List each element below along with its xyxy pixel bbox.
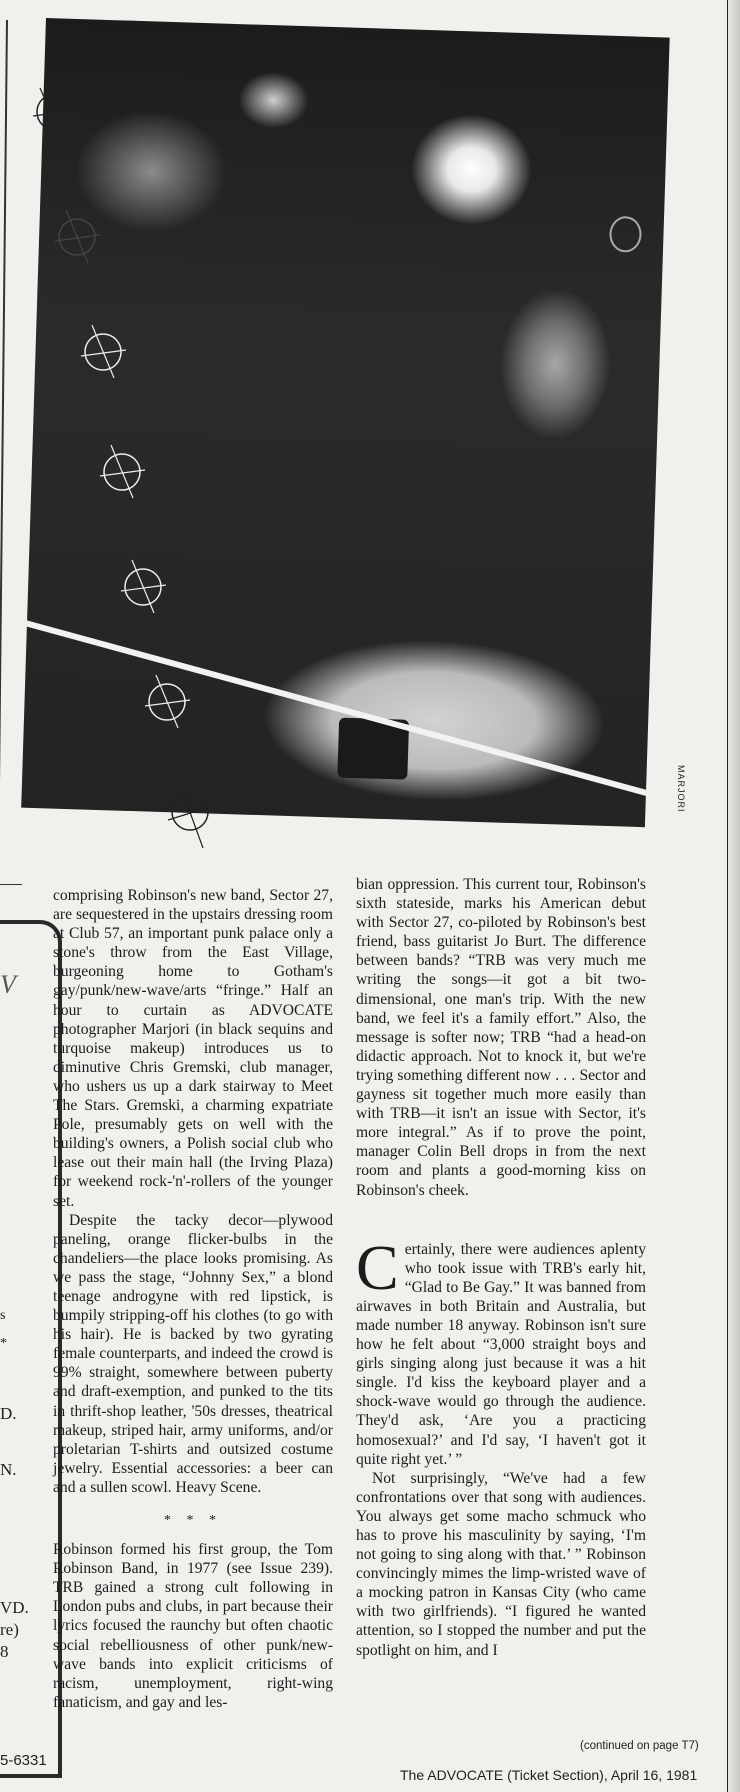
article-paragraph: Despite the tacky decor—plywood paneling, orange flicker-bulbs in the chandeliers—the place looks promising. As we pass the stage, “Johnny Sex,” a blond teenage androgyne with red lipstick, is bumpily stripping-off his clothes (to go with his hair). He is backed by two gyrating female counterparts, and indeed the crowd is 99% straight, somewhere between puberty and draft-exemption, and punked to the tits in thrift-shop leather, '50s dresses, theatrical makeup, striped hair, army uniforms, and/or proletarian T-shirts and outsized costume jewelry. Essential accessories: a beer can and a sullen scowl. Heavy Scene. (53, 1211, 333, 1496)
page-footer: The ADVOCATE (Ticket Section), April 16, 1981 (400, 1767, 698, 1783)
article-paragraph: comprising Robinson's new band, Sector 27, are sequestered in the upstairs dressing room at Club 57, an important punk palace only a stone's throw from the East Village, burgeoning home to Gotham's gay/punk/new-wave/arts “fringe.” Half an hour to curtain as ADVOCATE photographer Marjori (in black sequins and turquoise makeup) introduces us to diminutive Chris Gremski, club manager, who ushers us up a dark stairway to Meet The Stars. Gremski, a charming expatriate Pole, presumably gets on well with the building's owners, a Polish social club who lease out their main hall (the Irving Plaza) for weekend rock-'n'-rollers of the younger set. (53, 887, 333, 1210)
sidebar-fragment-vd: VD. (0, 1598, 29, 1617)
page-edge (727, 0, 740, 1792)
sidebar-divider (0, 884, 22, 885)
sidebar-fragment-star: * (0, 1336, 7, 1351)
photo-credit: MARJORI (676, 765, 686, 813)
concert-photo (21, 18, 670, 827)
article-column-2 (356, 875, 646, 1660)
sidebar-fragment-n: N. (0, 1460, 17, 1479)
sidebar-fragment-re: re) (0, 1620, 19, 1639)
crosshair-icon (78, 320, 128, 380)
drop-cap: C (356, 1231, 399, 1303)
article-paragraph: Robinson formed his first group, the Tom Robinson Band, in 1977 (see Issue 239). TRB gained a strong cult following in London pubs and clubs, in part because their lyrics focused the raunchy but often chaotic social rebelliousness of other punk/new-wave bands into explicit criticisms of racism, unemployment, right-wing fanaticism, and gay and les- (53, 1541, 333, 1711)
continued-note: (continued on page T7) (580, 1740, 699, 1752)
article-paragraph: Not surprisingly, “We've had a few confrontations over that song with audiences. You always get some macho schmuck who has to prove his masculinity by saying, ‘I'm not going to sing along with that.’ ” Robinson convincingly mimes the limp-wristed wave of a mocking patron in Kansas City (who came with two girlfriends). “I figured he wanted attention, so I stopped the number and put the spotlight on him, and I (356, 1469, 646, 1659)
sidebar-fragment-8: 8 (0, 1642, 9, 1661)
section-separator: * * * (164, 1513, 222, 1528)
article-column-1 (53, 886, 333, 1712)
crosshair-icon (30, 80, 80, 140)
crosshair-icon (165, 780, 215, 850)
photo-slash-line (21, 615, 670, 811)
sidebar-fragment-d: D. (0, 1404, 17, 1423)
microphone-shape (609, 216, 642, 253)
article-paragraph: bian oppression. This current tour, Robinson's sixth stateside, marks his American debut with Sector 27, co-piloted by Robinson's best friend, bass guitarist Jo Burt. The difference between bands? “TRB was very much me writing the songs—it got a bit two-dimensional, one man's trip. With the new band, we feel it's a family effort.” Also, the message is softer now; TRB “had a head-on didactic approach. Not to knock it, but we're trying something different now . . . Sector and gayness sit together much more easily than with TRB—it isn't an issue with Sector, it's more integral.” As if to prove the point, manager Colin Bell drops in from the next room and plants a good-morning kiss on Robinson's cheek. (356, 876, 646, 1199)
sidebar-fragment-v: V (0, 970, 16, 999)
crosshair-icon (118, 555, 168, 615)
sidebar-fragment-s: s (0, 1308, 6, 1323)
crosshair-icon (142, 670, 192, 730)
sidebar-phone: 5-6331 (0, 1752, 47, 1769)
crosshair-icon (97, 440, 147, 500)
crosshair-icon (52, 205, 102, 265)
article-paragraph-dropcap (356, 1231, 646, 1469)
paragraph-text: ertainly, there were audiences aplenty who took issue with TRB's early hit, “Glad to Be Gay.” It was banned from airwaves in both Britain and Australia, but made number 18 anyway. Robinson isn't sure how he felt about “3,000 straight boys and girls singing along just because it was a hit single. I'd kiss the keyboard player and a shock-wave would go through the audience. They'd ask, ‘Are you a practicing homosexual?’ and I'd say, ‘I haven't got it quite right yet.’ ” (356, 1240, 646, 1468)
